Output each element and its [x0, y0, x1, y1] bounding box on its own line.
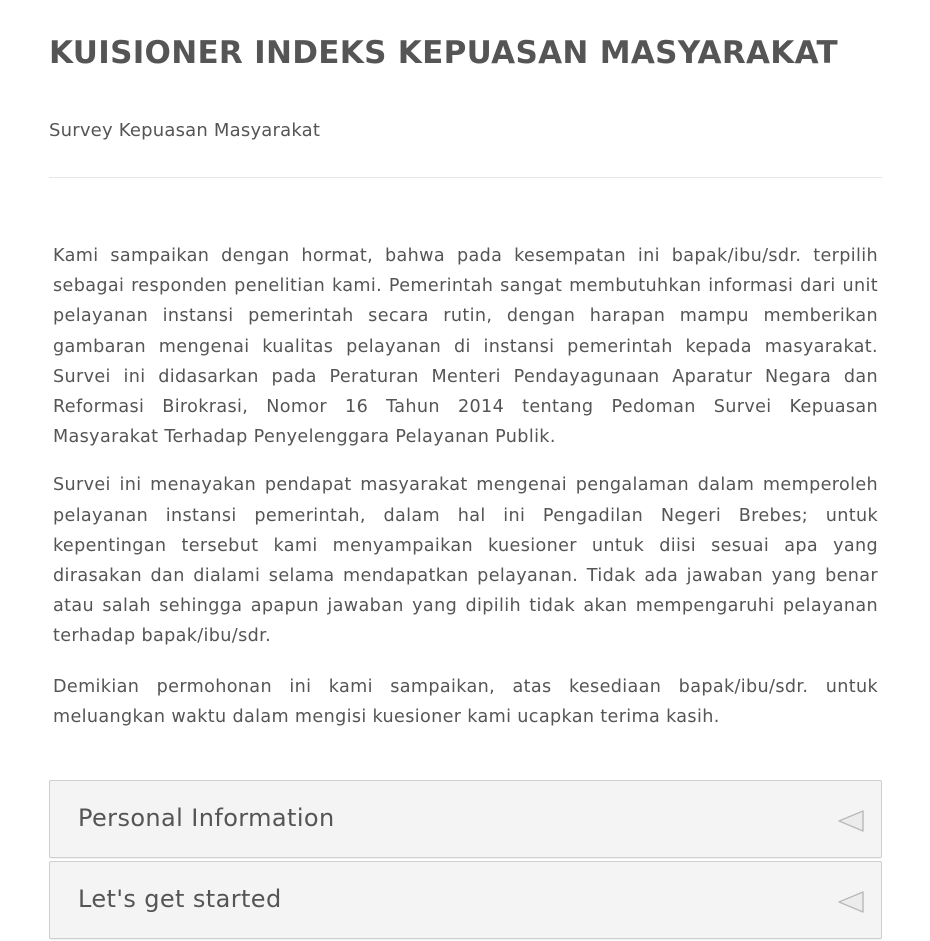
- section-title: Let's get started: [78, 885, 282, 913]
- header-divider: [49, 177, 882, 178]
- section-lets-get-started[interactable]: [49, 861, 882, 939]
- section-title: Personal Information: [78, 804, 335, 832]
- collapse-arrow-left-icon[interactable]: [837, 809, 865, 833]
- intro-paragraph: Demikian permohonan ini kami sampaikan, atas kesediaan bapak/ibu/sdr. untuk meluangkan waktu dalam mengisi kuesioner kami ucapkan terima kasih.: [53, 676, 878, 727]
- page-title: KUISIONER INDEKS KEPUASAN MASYARAKAT: [49, 35, 838, 71]
- intro-paragraph: Survei ini menayakan pendapat masyarakat mengenai pengalaman dalam memperoleh pelayanan instansi pemerintah, dalam hal ini Pengadilan Negeri Brebes; untuk kepentingan tersebut kami menyampaikan kuesioner untuk diisi sesuai apa yang dirasakan dan dialami selama mendapatkan pelayanan. Tidak ada jawaban yang benar atau salah sehingga apapun jawaban yang dipilih tidak akan mempengaruhi pelayanan terhadap bapak/ibu/sdr.: [53, 475, 878, 647]
- page-subtitle: Survey Kepuasan Masyarakat: [49, 120, 321, 141]
- intro-text: [53, 241, 878, 750]
- intro-paragraph: Kami sampaikan dengan hormat, bahwa pada kesempatan ini bapak/ibu/sdr. terpilih sebagai responden penelitian kami. Pemerintah sangat membutuhkan informasi dari unit pelayanan instansi pemerintah secara rutin, dengan harapan mampu memberikan gambaran mengenai kualitas pelayanan di instansi pemerintah kepada masyarakat. Survei ini didasarkan pada Peraturan Menteri Pendayagunaan Aparatur Negara dan Reformasi Birokrasi, Nomor 16 Tahun 2014 tentang Pedoman Survei Kepuasan Masyarakat Terhadap Penyelenggara Pelayanan Publik.: [53, 246, 878, 448]
- collapse-arrow-left-icon[interactable]: [837, 890, 865, 914]
- section-personal-information[interactable]: [49, 780, 882, 858]
